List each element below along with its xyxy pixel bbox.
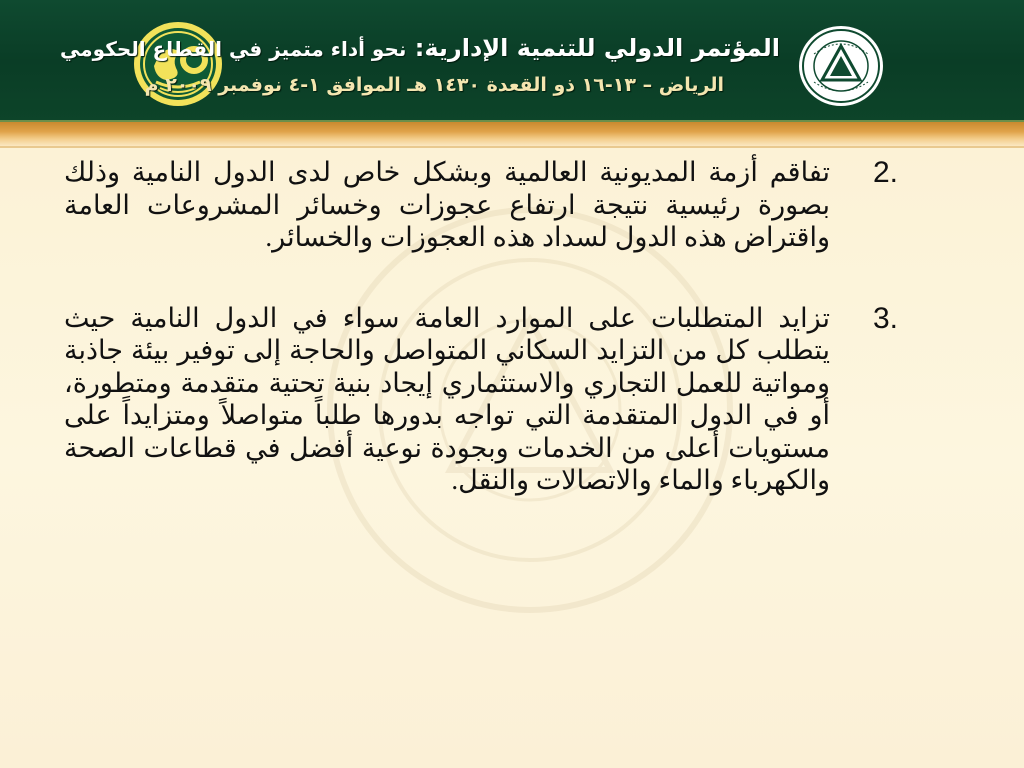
slide-content <box>64 156 898 497</box>
institute-seal-icon <box>796 24 886 108</box>
item-number: 2. <box>872 156 898 189</box>
conference-title <box>60 34 780 62</box>
conference-date: الرياض – ١٣-١٦ ذو القعدة ١٤٣٠ هـ الموافق ١-٤ نوفمبر ٢٠٠٩ م <box>144 74 724 96</box>
item-text: تزايد المتطلبات على الموارد العامة سواء في الدول النامية حيث يتطلب كل من التزايد السكاني المتواصل والحاجة إلى توفير بيئة جاذبة ومواتية للعمل التجاري والاستثماري إيجاد بنية تحتية متقدمة ومتطورة، أو في الدول المتقدمة التي تواجه بدورها طلباً متواصلاً ومتزايداً على مستويات أعلى من الخدمات وبجودة نوعية أفضل في قطاعات الصحة والكهرباء والماء والاتصالات والنقل. <box>64 302 830 495</box>
divider-line <box>0 146 1024 148</box>
list-item <box>64 302 898 497</box>
list-item <box>64 156 898 254</box>
gold-divider <box>0 122 1024 146</box>
conference-title-main: المؤتمر الدولي للتنمية الإدارية: <box>414 34 780 62</box>
item-text: تفاقم أزمة المديونية العالمية وبشكل خاص لدى الدول النامية وذلك بصورة رئيسية نتيجة ارتفاع عجوزات وخسائر المشروعات العامة واقتراض هذه الدول لسداد هذه العجوزات والخسائر. <box>64 157 830 252</box>
header-banner <box>0 0 1024 122</box>
conference-title-sub: نحو أداء متميز في القطاع الحكومي <box>60 37 407 61</box>
item-number: 3. <box>872 301 898 335</box>
